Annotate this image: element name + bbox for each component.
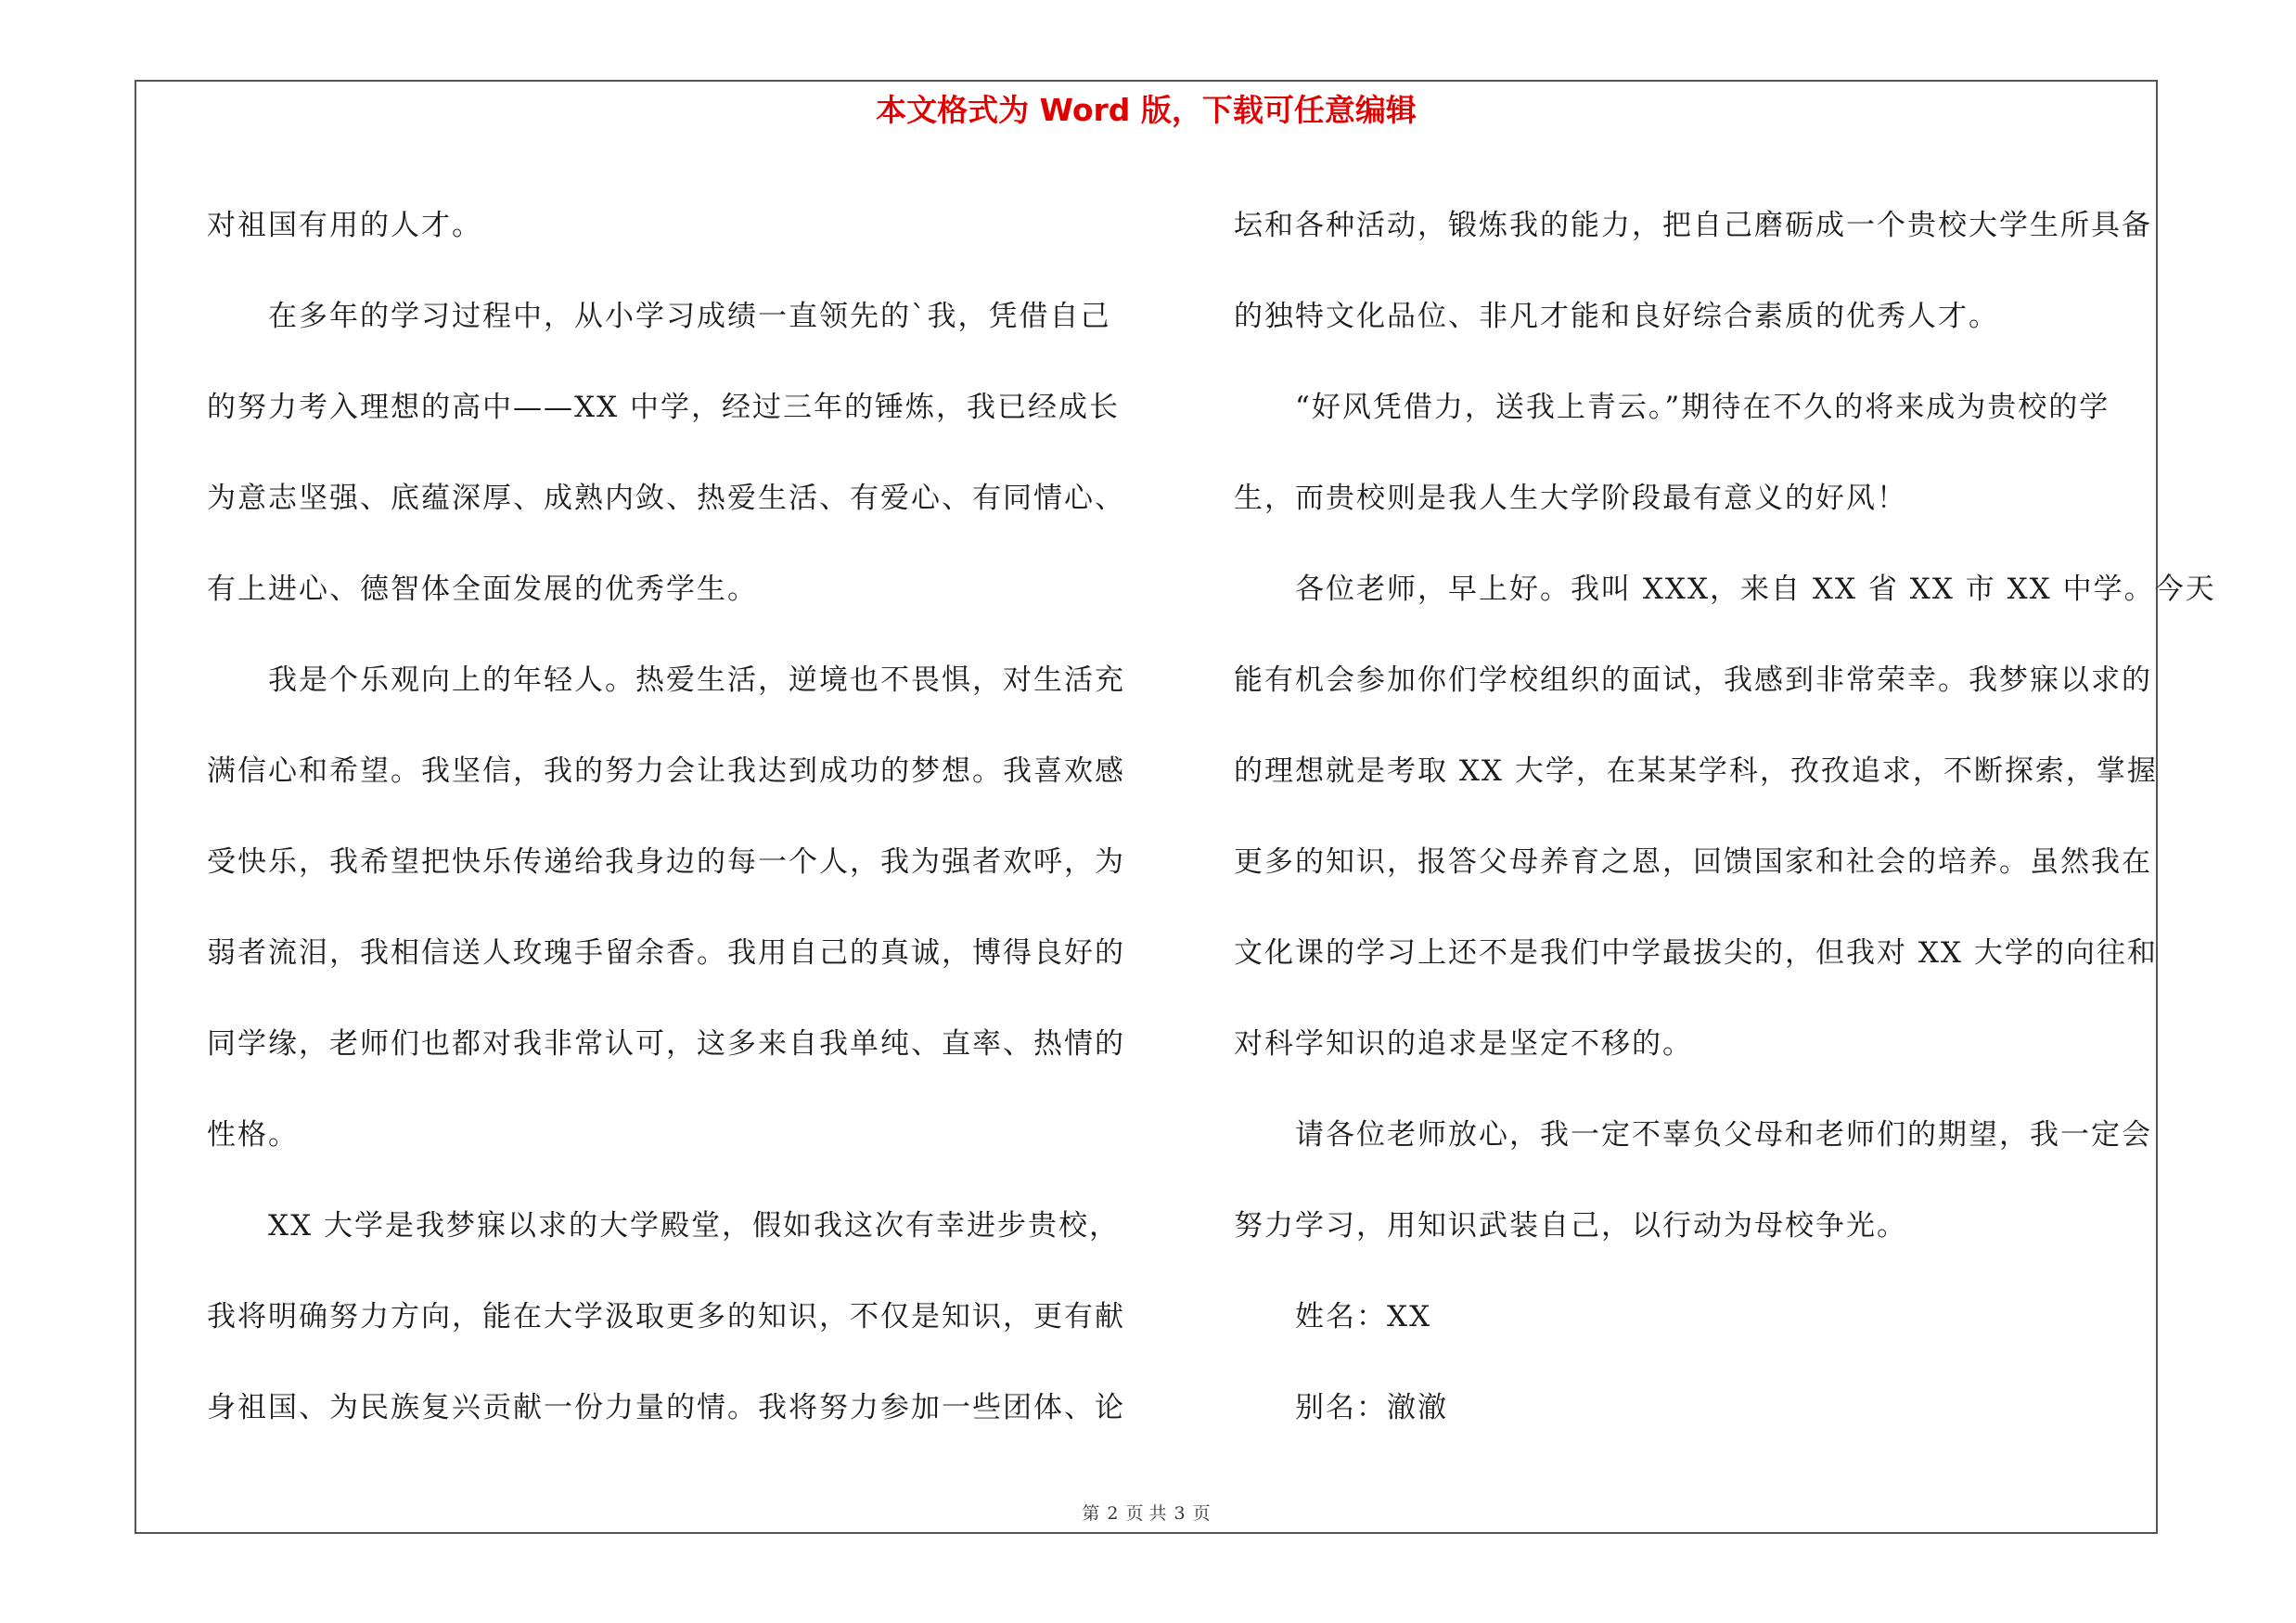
text-line: 努力学习，用知识武装自己，以行动为母校争光。 <box>1234 1209 1907 1243</box>
text-line: 身祖国、为民族复兴贡献一份力量的情。我将努力参加一些团体、论 <box>207 1391 1125 1424</box>
text-line: 的努力考入理想的高中——XX 中学，经过三年的锤炼，我已经成长 <box>207 391 1120 424</box>
current-page-number: 2 <box>1107 1503 1119 1525</box>
editable-format-banner: 本文格式为 Word 版，下载可任意编辑 <box>876 92 1417 128</box>
text-line: 对科学知识的追求是坚定不移的。 <box>1234 1027 1693 1061</box>
text-line: 生，而贵校则是我人生大学阶段最有意义的好风！ <box>1234 482 1907 515</box>
text-line: 各位老师，早上好。我叫 XXX，来自 XX 省 XX 市 XX 中学。今天 <box>1295 573 2216 606</box>
text-line: XX 大学是我梦寐以求的大学殿堂，假如我这次有幸进步贵校， <box>268 1209 1120 1243</box>
text-line: “好风凭借力，送我上青云。”期待在不久的将来成为贵校的学 <box>1295 391 2110 424</box>
text-line: 有上进心、德智体全面发展的优秀学生。 <box>207 573 758 606</box>
text-line: 为意志坚强、底蕴深厚、成熟内敛、热爱生活、有爱心、有同情心、 <box>207 482 1125 515</box>
document-page <box>135 80 2216 1534</box>
text-line: 受快乐，我希望把快乐传递给我身边的每一个人，我为强者欢呼，为 <box>207 845 1125 879</box>
text-line: 能有机会参加你们学校组织的面试，我感到非常荣幸。我梦寐以求的 <box>1234 663 2152 697</box>
text-line: 坛和各种活动，锻炼我的能力，把自己磨砺成一个贵校大学生所具备 <box>1234 209 2152 242</box>
text-line: 的理想就是考取 XX 大学，在某某学科，孜孜追求，不断探索，掌握 <box>1234 754 2158 788</box>
text-line: 别名：澈澈 <box>1295 1391 1448 1424</box>
text-line: 弱者流泪，我相信送人玫瑰手留余香。我用自己的真诚，博得良好的 <box>207 936 1125 970</box>
text-line: 在多年的学习过程中，从小学习成绩一直领先的`我，凭借自己 <box>268 300 1111 333</box>
text-line: 的独特文化品位、非凡才能和良好综合素质的优秀人才。 <box>1234 300 1999 333</box>
text-line: 更多的知识，报答父母养育之恩，回馈国家和社会的培养。虽然我在 <box>1234 845 2152 879</box>
text-line: 姓名：XX <box>1295 1300 1432 1333</box>
text-line: 我将明确努力方向，能在大学汲取更多的知识，不仅是知识，更有献 <box>207 1300 1125 1333</box>
page-number-footer <box>136 1503 2156 1525</box>
right-text-column <box>1234 180 2216 1453</box>
text-line: 性格。 <box>207 1118 299 1152</box>
text-line: 同学缘，老师们也都对我非常认可，这多来自我单纯、直率、热情的 <box>207 1027 1125 1061</box>
page-label-suffix: 页 <box>1192 1503 1211 1525</box>
left-text-column <box>207 180 1153 1453</box>
page-label-prefix: 第 <box>1082 1503 1100 1525</box>
text-line: 我是个乐观向上的年轻人。热爱生活，逆境也不畏惧，对生活充 <box>268 663 1125 697</box>
total-page-count: 3 <box>1174 1503 1186 1525</box>
text-line: 文化课的学习上还不是我们中学最拔尖的，但我对 XX 大学的向往和 <box>1234 936 2158 970</box>
text-line: 满信心和希望。我坚信，我的努力会让我达到成功的梦想。我喜欢感 <box>207 754 1125 788</box>
text-line: 对祖国有用的人才。 <box>207 209 482 242</box>
page-label-middle: 页 共 <box>1125 1503 1167 1525</box>
text-line: 请各位老师放心，我一定不辜负父母和老师们的期望，我一定会 <box>1295 1118 2152 1152</box>
